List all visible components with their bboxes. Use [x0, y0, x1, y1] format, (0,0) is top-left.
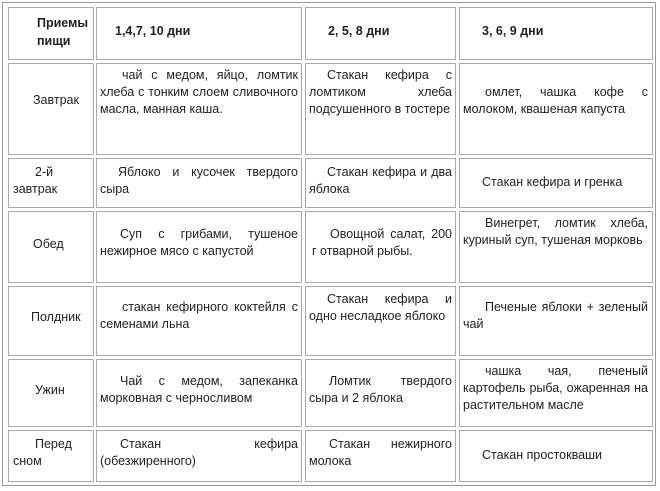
- cell-text: Овощной салат, 200 г отварной рыбы.: [312, 227, 452, 258]
- meal-label: Перед сном: [13, 437, 72, 468]
- row-snack-days-c: [459, 286, 653, 356]
- header-days-c-label: 3, 6, 9 дни: [482, 24, 544, 38]
- row-second-breakfast-days-a: [96, 158, 302, 208]
- row-second-breakfast-meal: [8, 158, 94, 208]
- header-meal-label: Приемы пищи: [37, 16, 89, 48]
- row-bedtime-days-b: [305, 430, 456, 482]
- cell-text: Ломтик твердого сыра и 2 яблока: [309, 374, 452, 405]
- row-bedtime-days-a: [96, 430, 302, 482]
- cell-text: Стакан простокваши: [482, 448, 603, 462]
- header-days-a: [96, 7, 302, 60]
- row-bedtime-meal: [8, 430, 94, 482]
- cell-text: омлет, чашка кофе с молоком, квашеная капуста: [463, 85, 648, 116]
- meal-label: 2-й завтрак: [13, 165, 58, 196]
- row-breakfast-meal: [8, 63, 94, 155]
- row-lunch-meal: [8, 211, 94, 283]
- cell-text: Стакан кефира и одно несладкое яблоко: [309, 292, 452, 323]
- meal-label: Завтрак: [33, 93, 79, 107]
- row-dinner-days-a: [96, 359, 302, 427]
- row-lunch-days-a: [96, 211, 302, 283]
- meal-label: Полдник: [31, 310, 81, 324]
- header-meal: [8, 7, 94, 60]
- row-breakfast-days-b: [305, 63, 456, 155]
- row-snack-meal: [8, 286, 94, 356]
- header-days-b-label: 2, 5, 8 дни: [328, 24, 390, 38]
- cell-text: Печеные яблоки + зеленый чай: [463, 300, 648, 331]
- row-snack-days-a: [96, 286, 302, 356]
- cell-text: чашка чая, печеный картофель рыба, ожаренная на растительном масле: [463, 364, 648, 412]
- cell-text: Яблоко и кусочек твердого сыра: [100, 165, 298, 196]
- row-dinner-days-c: [459, 359, 653, 427]
- row-breakfast-days-c: [459, 63, 653, 155]
- cell-text: Стакан нежирного молока: [309, 437, 452, 468]
- row-dinner-days-b: [305, 359, 456, 427]
- cell-text: Винегрет, ломтик хлеба, куриный суп, тушеная морковь: [463, 216, 648, 247]
- header-days-a-label: 1,4,7, 10 дни: [115, 24, 191, 38]
- cell-text: Суп с грибами, тушеное нежирное мясо с капустой: [100, 227, 298, 258]
- meal-label: Обед: [33, 237, 64, 251]
- row-lunch-days-c: [459, 211, 653, 283]
- row-snack-days-b: [305, 286, 456, 356]
- row-second-breakfast-days-b: [305, 158, 456, 208]
- row-breakfast-days-a: [96, 63, 302, 155]
- row-second-breakfast-days-c: [459, 158, 653, 208]
- diet-table: [2, 2, 656, 486]
- cell-text: Стакан кефира и гренка: [482, 175, 623, 189]
- cell-text: Стакан кефира и два яблока: [309, 165, 452, 196]
- cell-text: Стакан кефира (обезжиренного): [100, 437, 298, 468]
- header-days-c: [459, 7, 653, 60]
- row-bedtime-days-c: [459, 430, 653, 482]
- cell-text: стакан кефирного коктейля с семенами льна: [100, 300, 298, 331]
- cell-text: Чай с медом, запеканка морковная с черносливом: [100, 374, 298, 405]
- row-dinner-meal: [8, 359, 94, 427]
- header-days-b: [305, 7, 456, 60]
- cell-text: чай с медом, яйцо, ломтик хлеба с тонким слоем сливочного масла, манная каша.: [100, 68, 298, 116]
- meal-label: Ужин: [35, 383, 65, 397]
- cell-text: Стакан кефира с ломтиком хлеба подсушенного в тостере: [309, 68, 452, 116]
- row-lunch-days-b: [305, 211, 456, 283]
